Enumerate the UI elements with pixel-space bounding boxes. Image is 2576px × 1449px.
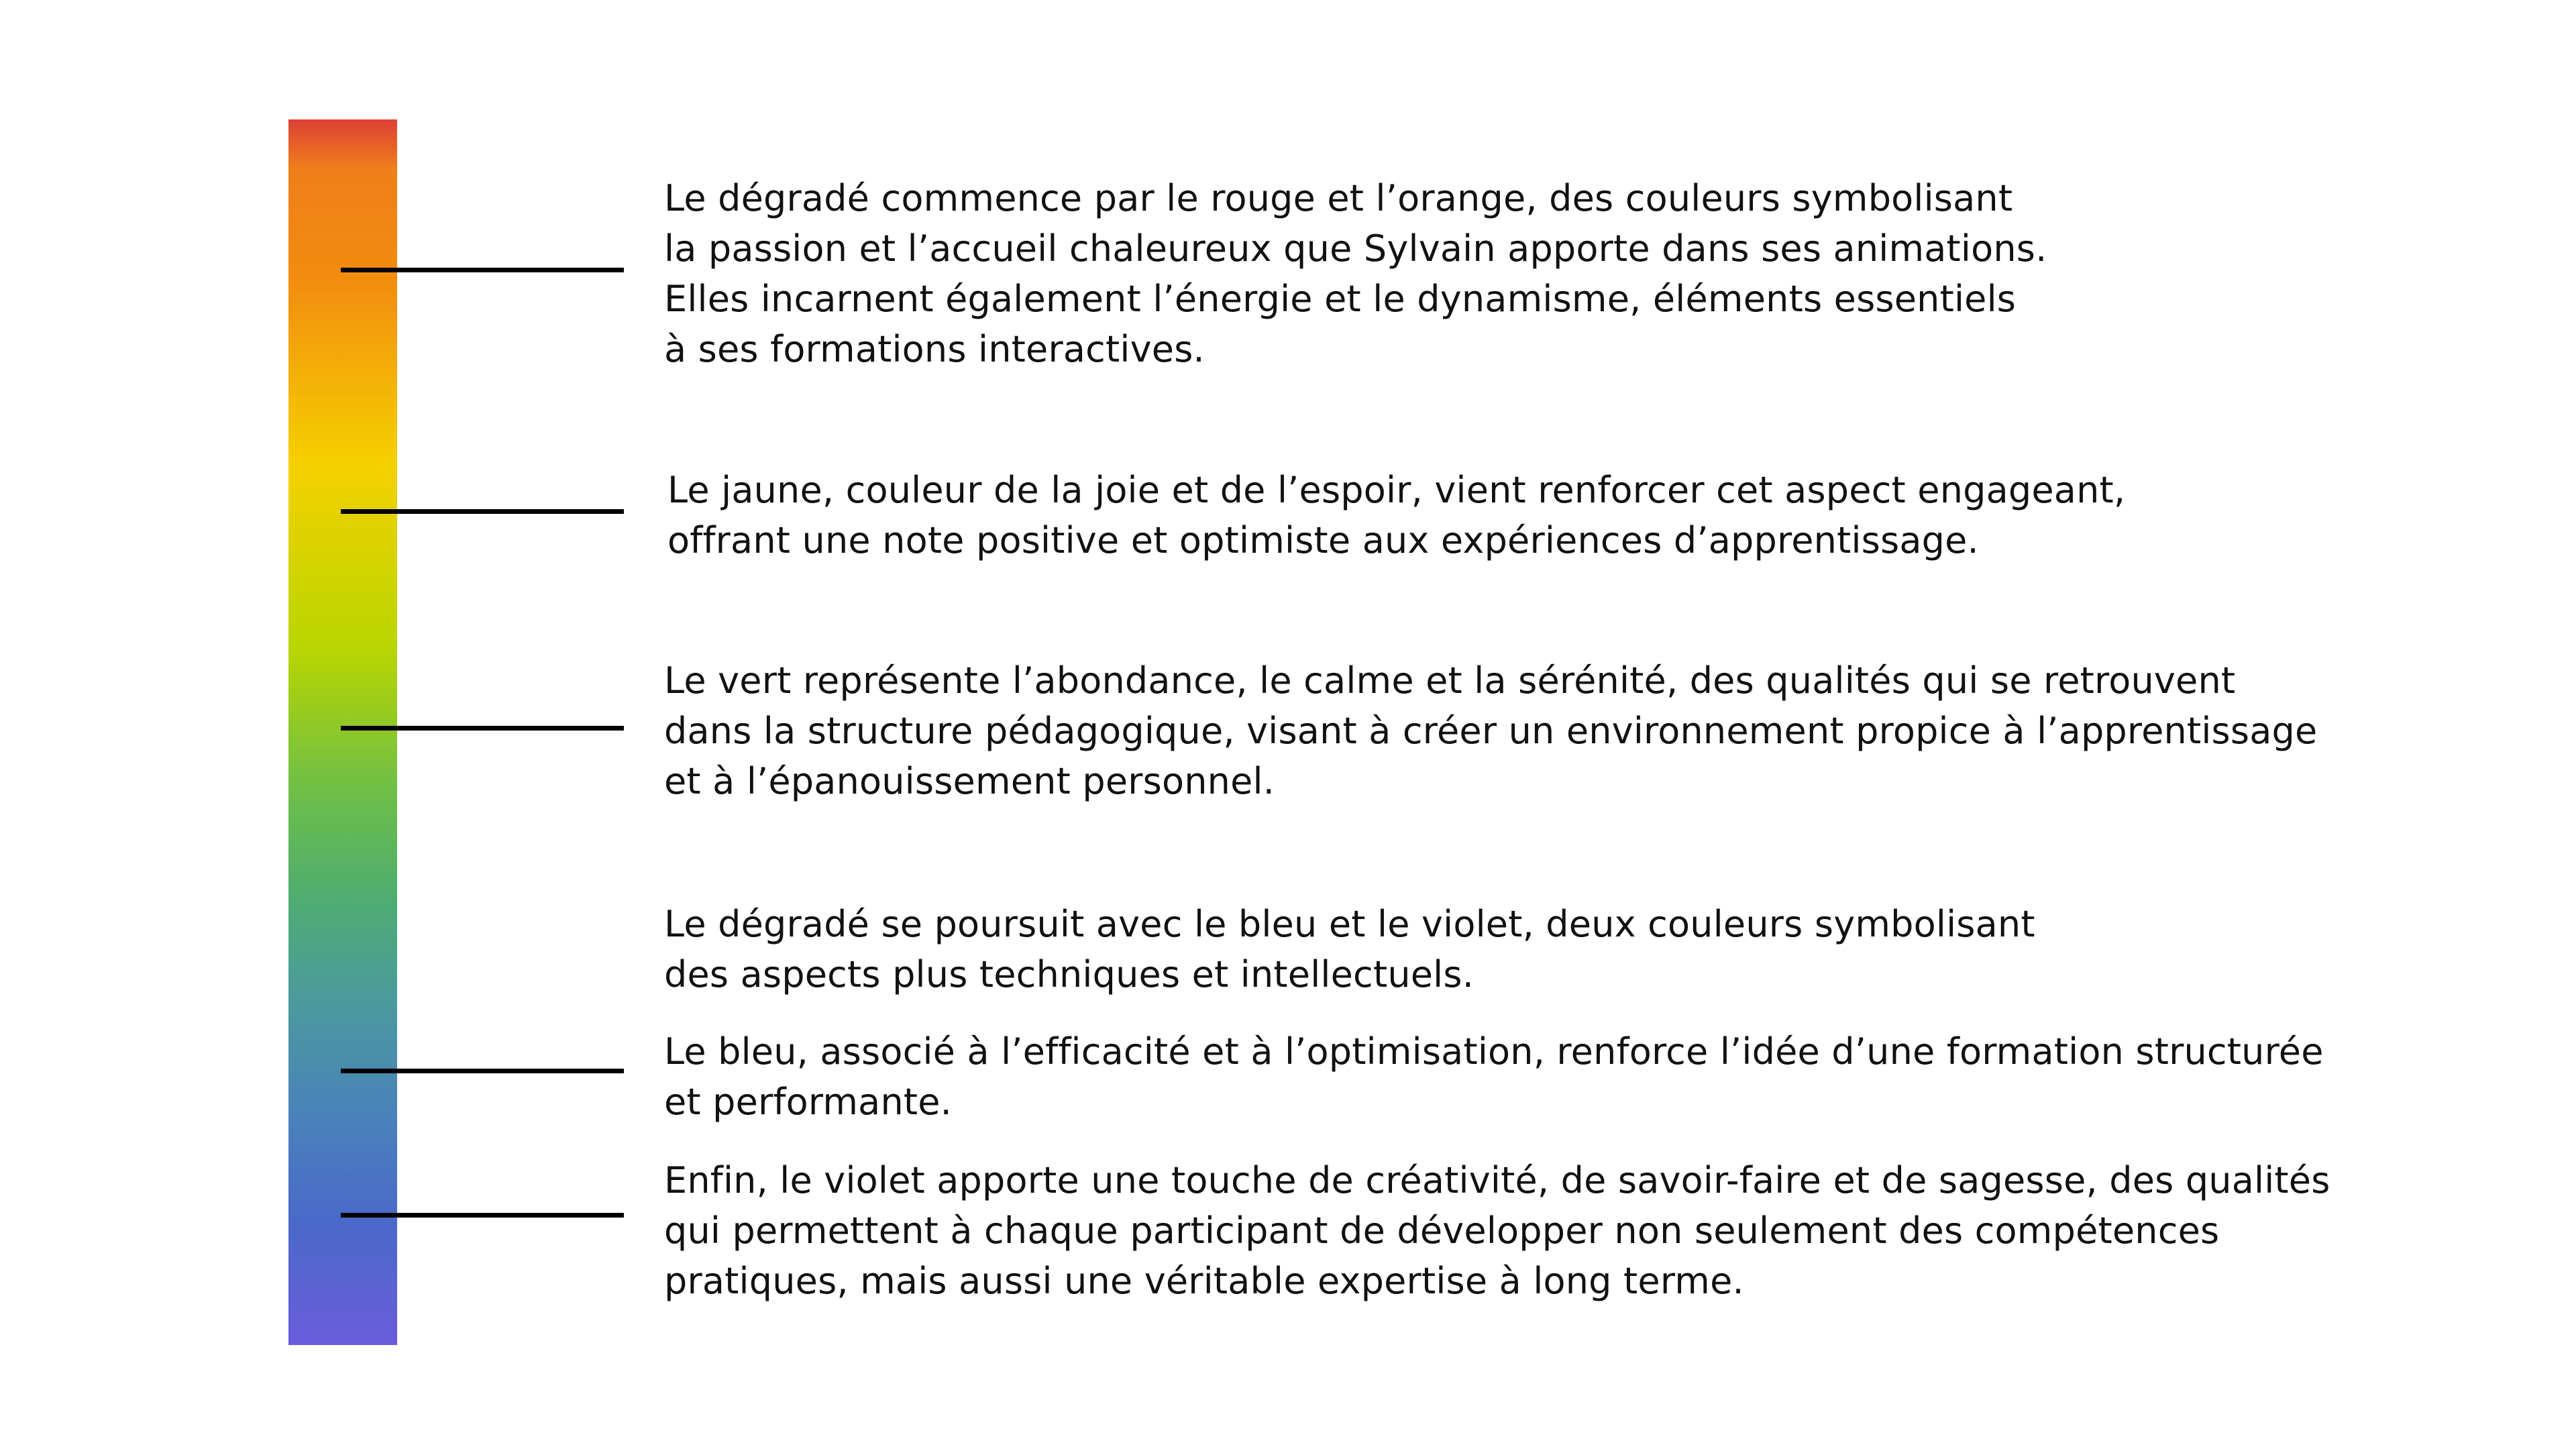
description-red-orange — [664, 173, 2381, 374]
color-gradient-bar — [288, 119, 397, 1345]
description-blue-violet-intro — [664, 899, 2381, 1000]
text-line: Le dégradé se poursuit avec le bleu et le violet, deux couleurs symbolisant — [664, 903, 2035, 945]
connector-line-violet — [341, 1213, 624, 1218]
text-line: des aspects plus techniques et intellectuels. — [664, 953, 1474, 996]
text-line: Enfin, le violet apporte une touche de créativité, de savoir-faire et de sagesse, des qualités — [664, 1159, 2330, 1201]
description-violet — [664, 1155, 2381, 1306]
description-blue — [664, 1026, 2381, 1127]
text-line: la passion et l’accueil chaleureux que Sylvain apporte dans ses animations. — [664, 227, 2047, 270]
text-line: dans la structure pédagogique, visant à créer un environnement propice à l’apprentissage — [664, 710, 2318, 752]
text-line: et à l’épanouissement personnel. — [664, 760, 1275, 802]
text-line: Le jaune, couleur de la joie et de l’espoir, vient renforcer cet aspect engageant, — [667, 469, 2126, 511]
text-line: à ses formations interactives. — [664, 328, 1205, 370]
text-line: Le bleu, associé à l’efficacité et à l’optimisation, renforce l’idée d’une formation structurée — [664, 1030, 2324, 1073]
text-line: Le dégradé commence par le rouge et l’orange, des couleurs symbolisant — [664, 177, 2013, 219]
description-green — [664, 655, 2381, 806]
connector-line-yellow — [341, 509, 624, 514]
text-line: Elles incarnent également l’énergie et le dynamisme, éléments essentiels — [664, 278, 2017, 320]
description-yellow — [667, 465, 2385, 566]
text-line: Le vert représente l’abondance, le calme et la sérénité, des qualités qui se retrouvent — [664, 659, 2236, 702]
text-line: pratiques, mais aussi une véritable expertise à long terme. — [664, 1260, 1744, 1302]
connector-line-blue — [341, 1069, 624, 1073]
connector-line-green — [341, 726, 624, 731]
text-line: qui permettent à chaque participant de développer non seulement des compétences — [664, 1210, 2220, 1252]
connector-line-orange — [341, 268, 624, 272]
text-line: offrant une note positive et optimiste aux expériences d’apprentissage. — [667, 519, 1979, 561]
text-line: et performante. — [664, 1081, 953, 1123]
